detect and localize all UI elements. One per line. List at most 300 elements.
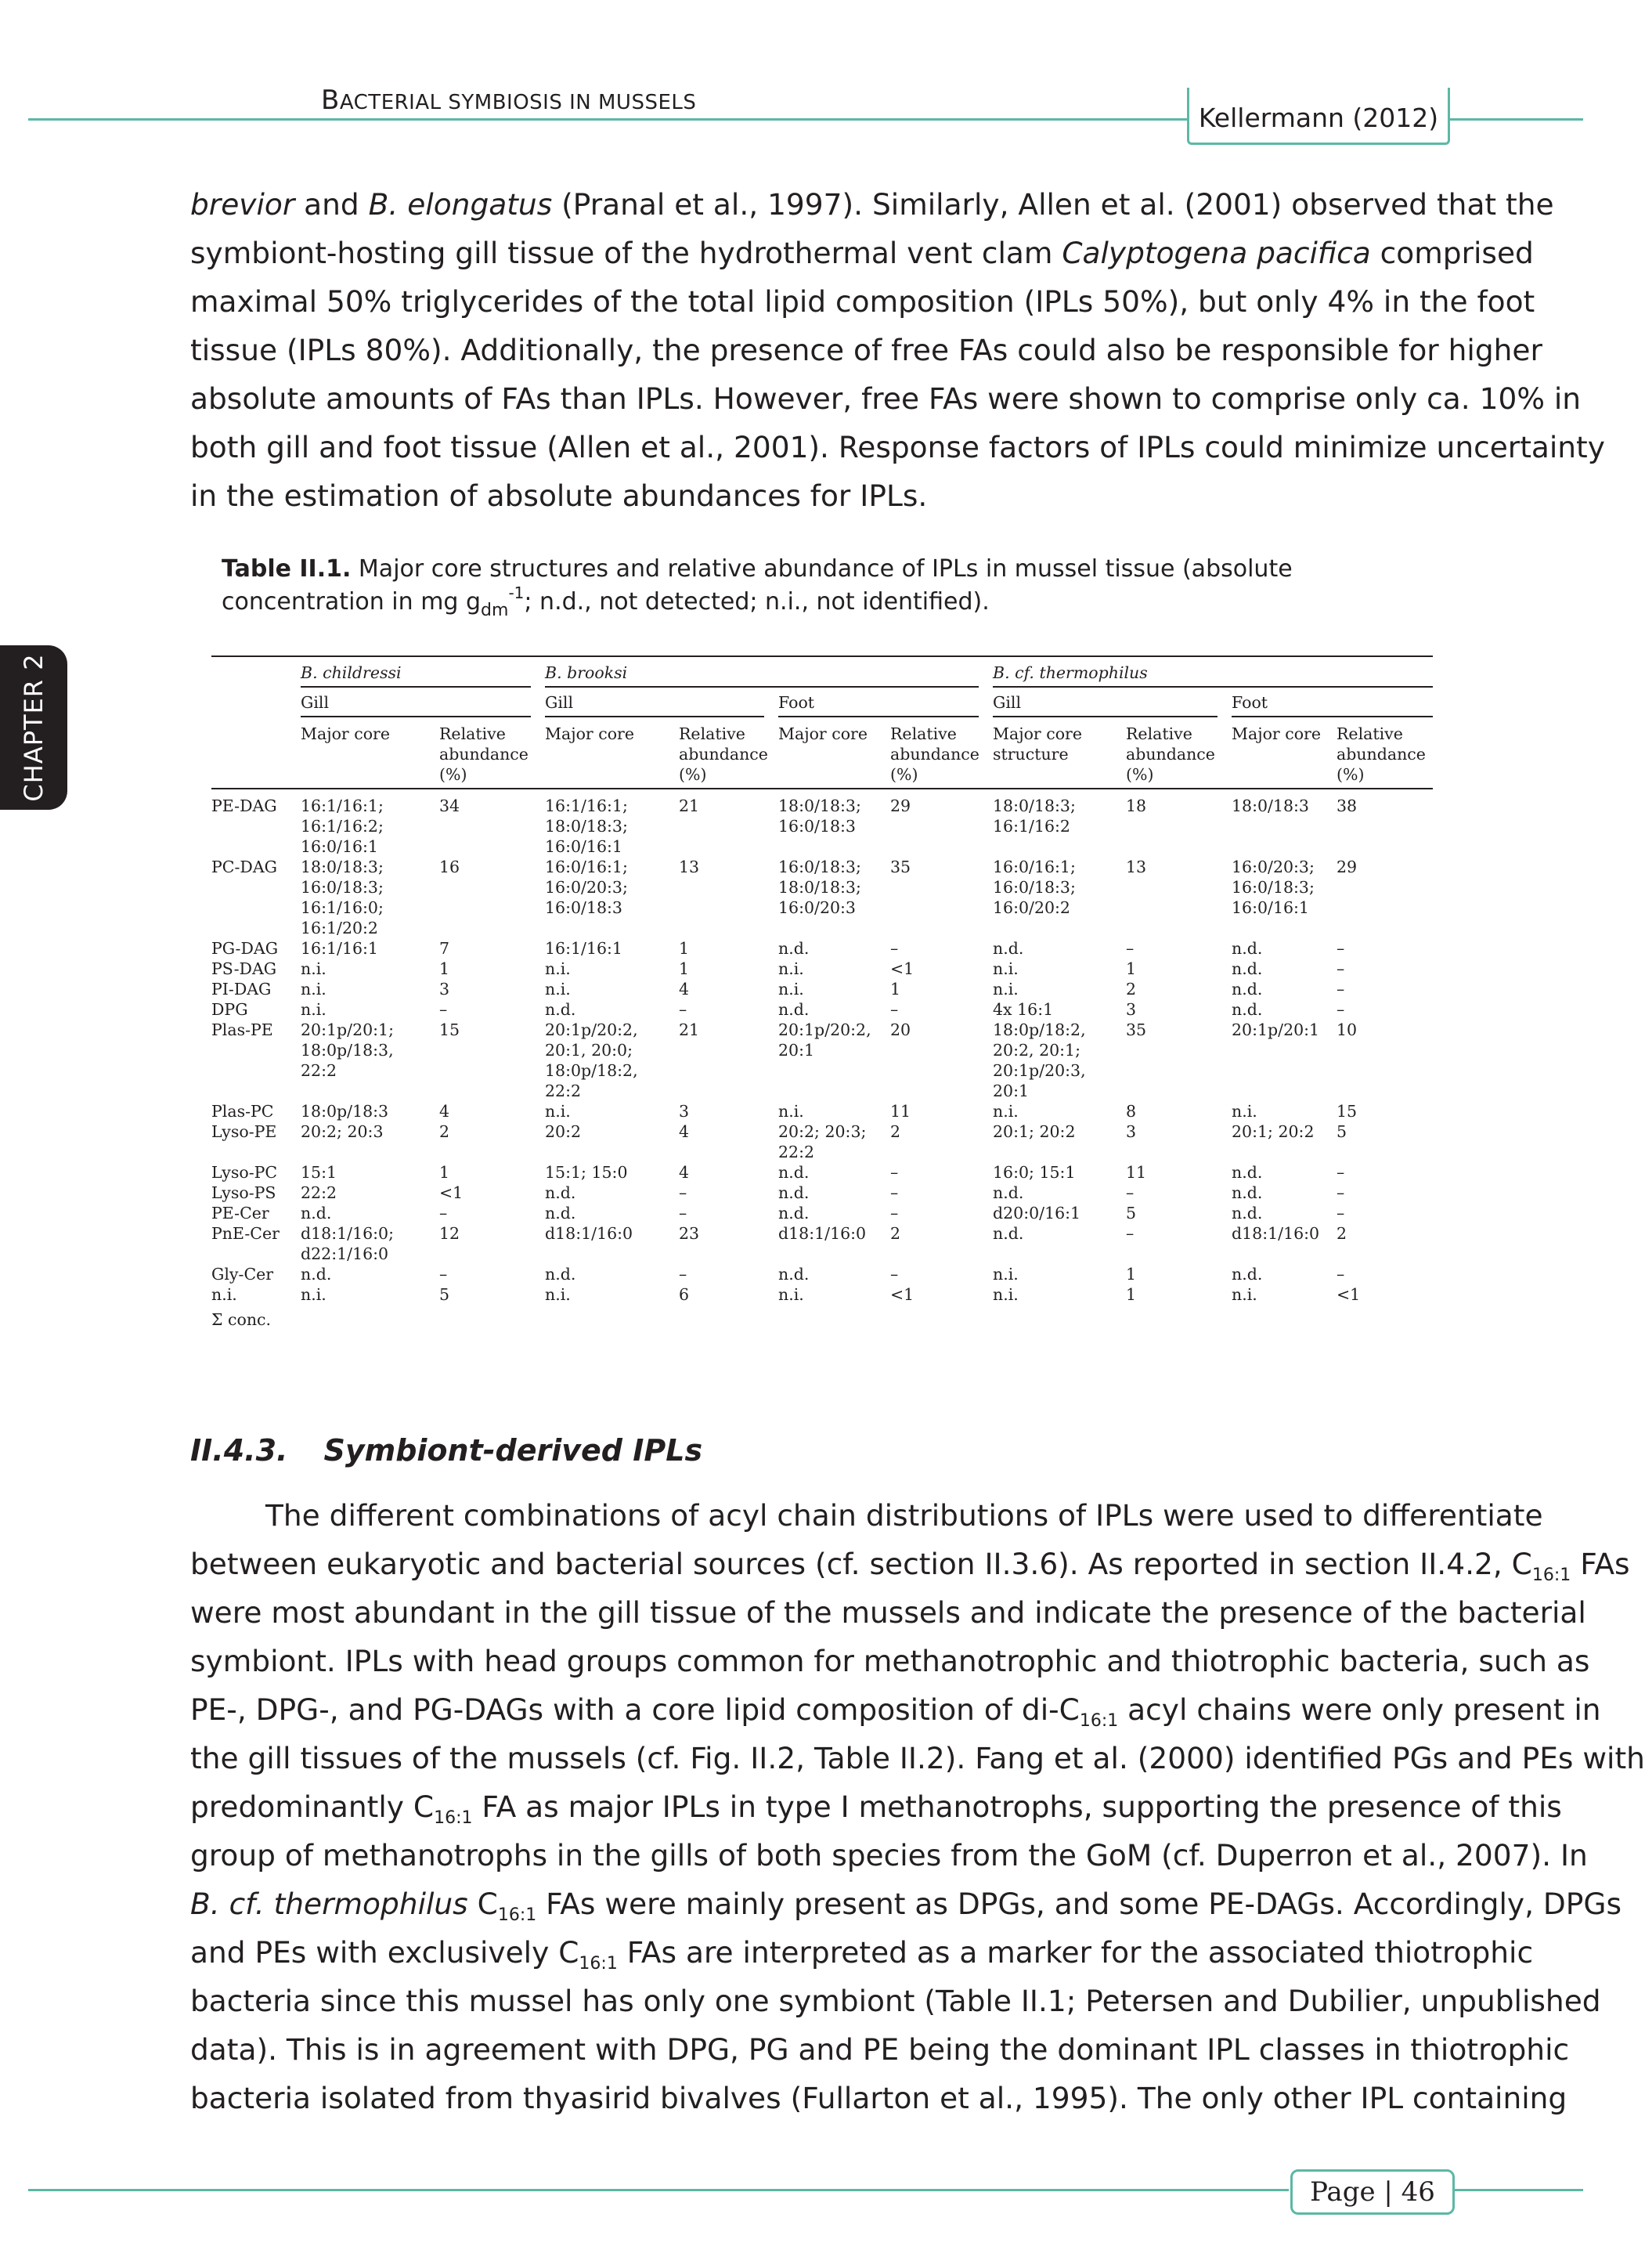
table-cell [1337,857,1357,877]
cell-line: 16:0/20:2 [993,898,1070,917]
table-cell [890,796,911,816]
table-cell [301,959,326,979]
cell-line: 20:2 [545,1122,582,1141]
cell-line: (%) [439,765,467,784]
table-cell [679,979,689,999]
cell-line: Major core [301,724,390,743]
cell-line: 20:2; 20:3 [301,1122,384,1141]
text-line [190,1685,1601,1734]
table-cell [679,1264,687,1284]
table-cell [1126,959,1136,979]
text-line [190,423,1605,471]
text-line [190,229,1534,277]
cell-line: 16:0/16:1 [301,837,378,856]
cell-line: 1 [439,1163,450,1182]
table-cell [1337,1183,1344,1203]
table-cell [993,1020,1086,1101]
text-run: The different combinations of acyl chain distributions of IPLs were used to differentiate [265,1498,1543,1533]
table-cell [301,1284,326,1305]
caption-text-end: ; n.d., not detected; n.i., not identified). [524,588,990,616]
cell-line: 18:0/18:3; [778,796,861,815]
table-cell [890,938,898,959]
table-cell [890,1101,911,1121]
cell-line: PI-DAG [211,980,272,999]
cell-line: n.d. [1232,1000,1263,1019]
cell-line: Gly-Cer [211,1265,274,1284]
table-cell [993,857,1076,918]
table-cell [1337,1284,1360,1305]
cell-line: n.d. [545,1204,576,1222]
cell-line: 16:0/18:3; [778,858,861,876]
table-cell [890,959,914,979]
cell-line: 16:0/20:3; [1232,858,1315,876]
cell-line: 5 [1337,1122,1347,1141]
table-cell [1337,1020,1357,1040]
table-cell [1232,1162,1262,1183]
table-cell [1126,1101,1136,1121]
cell-line: – [890,1163,899,1182]
table-cell [1232,857,1315,918]
row-label [211,1020,273,1040]
table-cell [679,999,687,1020]
table-cell [439,1020,460,1040]
cell-line: 1 [1126,1285,1137,1304]
cell-line: 20:1p/20:2, [778,1020,871,1039]
row-label [211,999,248,1020]
cell-line: 1 [1126,959,1137,978]
cell-line: 11 [1126,1163,1147,1182]
tissue-header [993,692,1021,713]
table-cell [778,1203,809,1223]
cell-line: n.d. [1232,1204,1263,1222]
cell-line: Foot [1232,693,1268,712]
text-run: tissue (IPLs 80%). Additionally, the presence of free FAs could also be responsible for higher [190,333,1542,367]
cell-line: abundance [1337,745,1426,764]
cell-line: Major core [545,724,634,743]
cell-line: d18:1/16:0; [301,1224,395,1243]
table-cell [993,1203,1080,1223]
cell-line: 16:0/20:3; [545,878,628,897]
chapter-tab-label: CHAPTER 2 [19,653,49,802]
row-label [211,1203,269,1223]
table-cell [890,979,900,999]
cell-line: 16:0/20:3 [778,898,856,917]
cell-line: abundance [679,745,768,764]
cell-line: – [679,1204,687,1222]
table-cell [890,1162,898,1183]
cell-line: n.d. [1232,1163,1263,1182]
table-cell [1126,1284,1136,1305]
text-run: group of methanotrophs in the gills of both species from the GoM (cf. Duperron et al., 2007). In [190,1838,1588,1873]
table-cell [993,1223,1023,1244]
table-cell [679,1020,699,1040]
table-cell [1126,1264,1136,1284]
row-label [211,796,277,816]
cell-line: Major core [993,724,1082,743]
text-line [190,374,1582,423]
cell-line: 1 [1126,1265,1137,1284]
cell-line: 10 [1337,1020,1358,1039]
tissue-header [1232,692,1268,713]
species-name: brevior [190,187,295,222]
cell-line: n.d. [778,939,810,958]
table-cell [1126,857,1146,877]
species-rule [301,686,531,688]
author-year: Kellermann (2012) [1198,103,1439,133]
cell-line: PG-DAG [211,939,279,958]
text-run: both gill and foot tissue (Allen et al., 2001). Response factors of IPLs could minimize uncertainty [190,430,1605,464]
cell-line: n.d. [993,1183,1024,1202]
table-cell [545,857,628,918]
tissue-rule [1232,716,1433,717]
table-cell [545,979,571,999]
table-cell [301,1183,337,1203]
author-year-tab [1187,88,1450,145]
table-cell [301,1264,331,1284]
table-cell [545,796,628,857]
table-cell [890,1203,898,1223]
cell-line: n.i. [545,1285,571,1304]
cell-line: abundance [1126,745,1215,764]
caption-superscript: -1 [508,583,525,602]
cell-line: 16:1/16:0; [301,898,384,917]
table-cell [993,1284,1019,1305]
table-cell [679,1284,689,1305]
table-cell [439,1121,449,1142]
row-label [211,1284,237,1305]
species-header [545,663,627,683]
cell-line: n.i. [545,980,571,999]
table-cell [1337,1101,1357,1121]
cell-line: 5 [1126,1204,1137,1222]
cell-line: B. childressi [301,663,402,682]
cell-line: 16:1/16:1 [545,939,622,958]
cell-line: 12 [439,1224,460,1243]
cell-line: 16:1/16:2; [301,817,384,836]
table-cell [301,999,326,1020]
table-cell [1337,796,1357,816]
table-cell [679,1223,699,1244]
table-cell [1126,796,1146,816]
cell-line: Lyso-PS [211,1183,276,1202]
tissue-rule [778,716,979,717]
cell-line: 23 [679,1224,700,1243]
cell-line: 35 [890,858,911,876]
cell-line: n.d. [301,1204,332,1222]
table-cell [679,1162,689,1183]
text-run: between eukaryotic and bacterial sources (cf. section II.3.6). As reported in section II.4.2, C [190,1547,1532,1581]
cell-line: 16:1/16:1; [301,796,384,815]
table-cell [1126,1183,1134,1203]
table-cell [545,1284,571,1305]
table-cell [993,959,1019,979]
cell-line: n.d. [778,1000,810,1019]
table-cell [545,1203,575,1223]
cell-line: 4x 16:1 [993,1000,1054,1019]
header-rule [28,118,1190,121]
table-cell [993,979,1019,999]
table-cell [1126,1121,1136,1142]
table-cell [890,1183,898,1203]
text-line [190,1491,1543,1540]
cell-line: Relative [439,724,506,743]
cell-line: d20:0/16:1 [993,1204,1081,1222]
cell-line: Foot [778,693,815,712]
cell-line: 38 [1337,796,1358,815]
cell-line: n.d. [1232,980,1263,999]
subscript: 16:1 [1531,1566,1571,1585]
cell-line: 20:1; 20:2 [1232,1122,1315,1141]
species-header [993,663,1148,683]
cell-line: 20:2, 20:1; [993,1041,1081,1060]
table-cell [545,1101,571,1121]
table-cell [890,1223,900,1244]
cell-line: n.i. [301,959,326,978]
row-label [211,1264,273,1284]
table-cell [679,857,699,877]
column-header [1337,724,1426,785]
cell-line: n.i. [993,1285,1019,1304]
column-header [439,724,528,785]
table-cell [679,1183,687,1203]
table-cell [301,1203,331,1223]
table-cell [439,1223,460,1244]
text-line [190,277,1535,326]
column-header [890,724,979,785]
table-cell [679,1203,687,1223]
table-cell [1232,979,1262,999]
cell-line: 35 [1126,1020,1147,1039]
cell-line: Relative [1126,724,1192,743]
cell-line: (%) [1337,765,1365,784]
table-cell [439,1162,449,1183]
cell-line: 16:0/18:3; [993,878,1076,897]
tissue-rule [993,716,1218,717]
cell-line: 18 [1126,796,1147,815]
cell-line: 16:0/16:1; [993,858,1076,876]
cell-line: 18:0p/18:2, [545,1061,638,1080]
row-label [211,959,276,979]
table-cell [1337,1121,1347,1142]
table-cell [545,1264,575,1284]
table-cell [1232,1284,1257,1305]
table-cell [301,796,384,857]
column-header [1126,724,1215,785]
text-run: FAs were mainly present as DPGs, and some PE-DAGs. Accordingly, DPGs [536,1887,1622,1921]
cell-line: 20:1, 20:0; [545,1041,633,1060]
table-cell [1232,938,1262,959]
cell-line: 20:1p/20:1 [1232,1020,1320,1039]
text-line [190,180,1554,229]
cell-line: 15 [439,1020,460,1039]
cell-line: 20:1 [778,1041,815,1060]
cell-line: 1 [890,980,901,999]
cell-line: n.i. [301,1000,326,1019]
table-cell [1126,1020,1146,1040]
cell-line: 18:0/18:3; [301,858,384,876]
text-line [190,1928,1534,1977]
cell-line: – [890,939,899,958]
cell-line: Gill [545,693,574,712]
table-cell [890,999,898,1020]
table-caption [222,553,1443,619]
cell-line: Σ conc. [211,1310,272,1329]
cell-line: 18:0/18:3; [778,878,861,897]
cell-line: n.d. [778,1163,810,1182]
column-header [1232,724,1321,744]
table-cell [778,999,809,1020]
cell-line: n.i. [778,1285,804,1304]
cell-line: n.d. [1232,939,1263,958]
table-cell [1337,1203,1344,1223]
species-rule [993,686,1433,688]
text-line [190,1637,1590,1685]
cell-line: <1 [439,1183,464,1202]
cell-line: n.i. [993,980,1019,999]
cell-line: 1 [439,959,450,978]
text-run: FAs are interpreted as a marker for the associated thiotrophic [617,1935,1534,1970]
table-cell [778,1121,866,1162]
table-cell [679,938,689,959]
cell-line: n.d. [993,939,1024,958]
cell-line: n.d. [545,1000,576,1019]
cell-line: – [1337,1204,1345,1222]
table-cell [1232,959,1262,979]
text-run: data). This is in agreement with DPG, PG and PE being the dominant IPL classes in thiotrophic [190,2032,1570,2067]
cell-line: Relative [679,724,745,743]
table-cell [301,1020,394,1081]
cell-line: 18:0p/18:3, [301,1041,394,1060]
table-cell [301,1121,384,1142]
cell-line: 29 [1337,858,1358,876]
cell-line: n.d. [545,1183,576,1202]
cell-line: structure [993,745,1069,764]
cell-line: 13 [679,858,700,876]
cell-line: 18:0p/18:3 [301,1102,389,1121]
cell-line: 2 [890,1122,901,1141]
table-cell [778,1223,866,1244]
text-run: and [294,187,369,222]
text-line [190,2025,1570,2074]
table-cell [439,1264,447,1284]
cell-line: n.i. [301,980,326,999]
text-run: predominantly C [190,1789,435,1824]
tissue-header [301,692,329,713]
cell-line: PnE-Cer [211,1224,280,1243]
cell-line: abundance [890,745,979,764]
cell-line: d18:1/16:0 [1232,1224,1320,1243]
column-header [545,724,634,744]
cell-line: – [1126,1183,1135,1202]
text-line [190,326,1542,374]
text-line [190,1880,1622,1928]
cell-line: 13 [1126,858,1147,876]
table-cell [1337,959,1344,979]
text-run: comprised [1370,236,1534,270]
table-cell [679,959,689,979]
cell-line: n.d. [778,1204,810,1222]
table-cell [1232,1264,1262,1284]
column-header [679,724,768,785]
cell-line: (%) [1126,765,1154,784]
row-label [211,1101,274,1121]
table-cell [1337,938,1344,959]
text-line [190,1540,1630,1588]
cell-line: Relative [890,724,957,743]
cell-line: 22:2 [545,1082,582,1100]
cell-line: n.d. [1232,1265,1263,1284]
table-cell [439,979,449,999]
table-cell [545,1121,581,1142]
table-cell [993,1121,1076,1142]
subscript: 16:1 [1079,1711,1119,1731]
chapter-tab [0,645,67,810]
text-run: symbiont. IPLs with head groups common for methanotrophic and thiotrophic bacteria, such as [190,1644,1590,1678]
text-run: FA as major IPLs in type I methanotrophs, supporting the presence of this [472,1789,1562,1824]
caption-subscript: dm [481,601,509,620]
table-cell [1126,999,1136,1020]
table-cell [778,1101,804,1121]
row-label [211,1162,277,1183]
row-label [211,1121,276,1142]
cell-line: Major core [1232,724,1321,743]
cell-line: – [1126,1224,1135,1243]
caption-text: Major core structures and relative abundance of IPLs in mussel tissue (absolute concentration in mg g [222,555,1293,616]
text-run: bacteria since this mussel has only one symbiont (Table II.1; Petersen and Dubilier, unpublished [190,1984,1601,2018]
cell-line: n.d. [1232,1183,1263,1202]
cell-line: n.d. [993,1224,1024,1243]
cell-line: n.d. [1232,959,1263,978]
cell-line: 20:1; 20:2 [993,1122,1076,1141]
cell-line: – [679,1265,687,1284]
cell-line: 5 [439,1285,450,1304]
table-cell [1126,1223,1134,1244]
table-cell [1126,1162,1146,1183]
cell-line: – [1337,980,1345,999]
cell-line: Gill [301,693,330,712]
cell-line: 20:1p/20:2, [545,1020,638,1039]
text-run: absolute amounts of FAs than IPLs. However, free FAs were shown to comprise only ca. 10% in [190,381,1582,416]
tissue-header [545,692,573,713]
cell-line: Lyso-PE [211,1122,277,1141]
cell-line: n.i. [993,959,1019,978]
table-cell [993,999,1053,1020]
footer-rule [28,2189,1289,2191]
cell-line: – [890,1204,899,1222]
cell-line: 16:0; 15:1 [993,1163,1076,1182]
table-cell [778,1183,809,1203]
cell-line: 16:0/16:1 [545,837,622,856]
cell-line: – [439,1204,448,1222]
cell-line: 3 [1126,1122,1137,1141]
cell-line: n.i. [778,959,804,978]
table-cell [439,1203,447,1223]
cell-line: – [439,1000,448,1019]
row-label [211,938,278,959]
header-rule-right [1445,118,1583,121]
text-run: bacteria isolated from thyasirid bivalves (Fullarton et al., 1995). The only other IPL containing [190,2081,1567,2115]
cell-line: 2 [1337,1224,1347,1243]
table-cell [545,1020,638,1101]
table-cell [778,979,804,999]
table-cell [301,979,326,999]
cell-line: PS-DAG [211,959,277,978]
cell-line: n.i. [778,980,804,999]
cell-line: 7 [439,939,450,958]
table-cell [993,1162,1076,1183]
cell-line: 21 [679,1020,700,1039]
cell-line: 4 [679,1163,690,1182]
